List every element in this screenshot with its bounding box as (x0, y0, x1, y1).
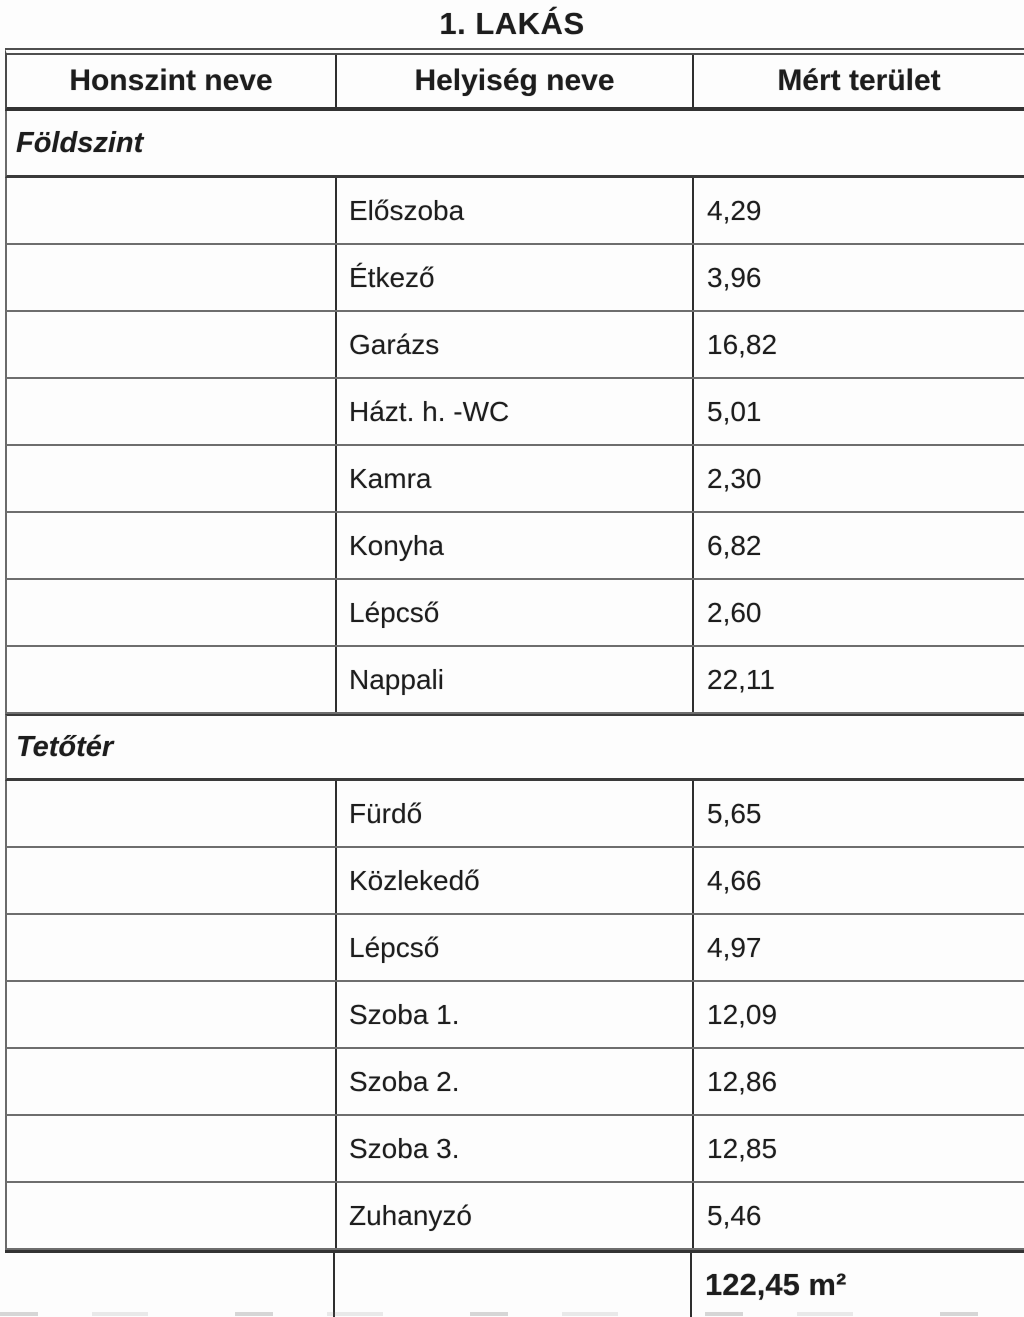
table-row (5, 178, 1024, 245)
area-value-cell: 5,01 (707, 395, 762, 427)
table-row (5, 1183, 1024, 1250)
floor-name-cell (7, 1116, 337, 1181)
table-row (5, 580, 1024, 647)
table-total-row (5, 1250, 1024, 1317)
table-row (5, 245, 1024, 312)
section-row-foldszint: Földszint (5, 111, 1024, 178)
table-row (5, 647, 1024, 714)
room-name-cell: Közlekedő (337, 848, 694, 913)
floor-name-cell (7, 580, 337, 645)
area-value-cell: 16,82 (707, 328, 778, 360)
room-name-cell: Szoba 3. (337, 1116, 694, 1181)
total-empty-cell (5, 1253, 335, 1317)
floor-name-cell (7, 915, 337, 980)
table-row (5, 513, 1024, 580)
table-row (5, 312, 1024, 379)
total-empty-cell (335, 1253, 692, 1317)
room-name-cell: Garázs (337, 312, 694, 377)
area-value-cell: 12,09 (707, 998, 778, 1030)
floor-name-cell (7, 982, 337, 1047)
table-row (5, 446, 1024, 513)
table-header-row (5, 48, 1024, 111)
table-row (5, 379, 1024, 446)
area-value-cell: 4,97 (707, 931, 762, 963)
area-value-cell: 4,66 (707, 864, 762, 896)
area-value-cell: 12,85 (707, 1132, 778, 1164)
room-name-cell: Szoba 1. (337, 982, 694, 1047)
floor-name-cell (7, 848, 337, 913)
room-name-cell: Nappali (337, 647, 694, 712)
area-value-cell: 5,46 (707, 1199, 762, 1231)
floor-name-cell (7, 312, 337, 377)
floor-name-cell (7, 781, 337, 846)
area-value-cell: 3,96 (707, 261, 762, 293)
section-row-tetoter: Tetőtér (5, 714, 1024, 781)
table-row (5, 781, 1024, 848)
floor-name-cell (7, 178, 337, 243)
floor-name-cell (7, 379, 337, 444)
page-title: 1. LAKÁS (439, 6, 585, 41)
room-name-cell: Lépcső (337, 915, 694, 980)
area-table (5, 48, 1024, 1317)
header-floor-name: Honszint neve (7, 55, 337, 107)
room-name-cell: Fürdő (337, 781, 694, 846)
room-name-cell: Étkező (337, 245, 694, 310)
header-room-name: Helyiség neve (337, 55, 694, 107)
header-measured-area: Mért terület (777, 64, 941, 97)
area-value-cell: 4,29 (707, 194, 762, 226)
floor-name-cell (7, 647, 337, 712)
room-name-cell: Konyha (337, 513, 694, 578)
area-value-cell: 2,60 (707, 596, 762, 628)
floor-name-cell (7, 513, 337, 578)
floor-name-cell (7, 1183, 337, 1248)
scan-artifact-line (0, 1312, 1024, 1316)
room-name-cell: Lépcső (337, 580, 694, 645)
table-row (5, 982, 1024, 1049)
table-row (5, 1049, 1024, 1116)
area-value-cell: 2,30 (707, 462, 762, 494)
area-value-cell: 12,86 (707, 1065, 778, 1097)
area-value-cell: 22,11 (707, 663, 775, 695)
floor-name-cell (7, 245, 337, 310)
area-value-cell: 5,65 (707, 797, 762, 829)
total-area-value: 122,45 m² (705, 1267, 847, 1302)
room-name-cell: Zuhanyzó (337, 1183, 694, 1248)
table-row (5, 915, 1024, 982)
floor-name-cell (7, 446, 337, 511)
room-name-cell: Házt. h. -WC (337, 379, 694, 444)
table-row (5, 848, 1024, 915)
table-row (5, 1116, 1024, 1183)
floor-name-cell (7, 1049, 337, 1114)
room-name-cell: Kamra (337, 446, 694, 511)
area-value-cell: 6,82 (707, 529, 762, 561)
room-name-cell: Szoba 2. (337, 1049, 694, 1114)
room-name-cell: Előszoba (337, 178, 694, 243)
